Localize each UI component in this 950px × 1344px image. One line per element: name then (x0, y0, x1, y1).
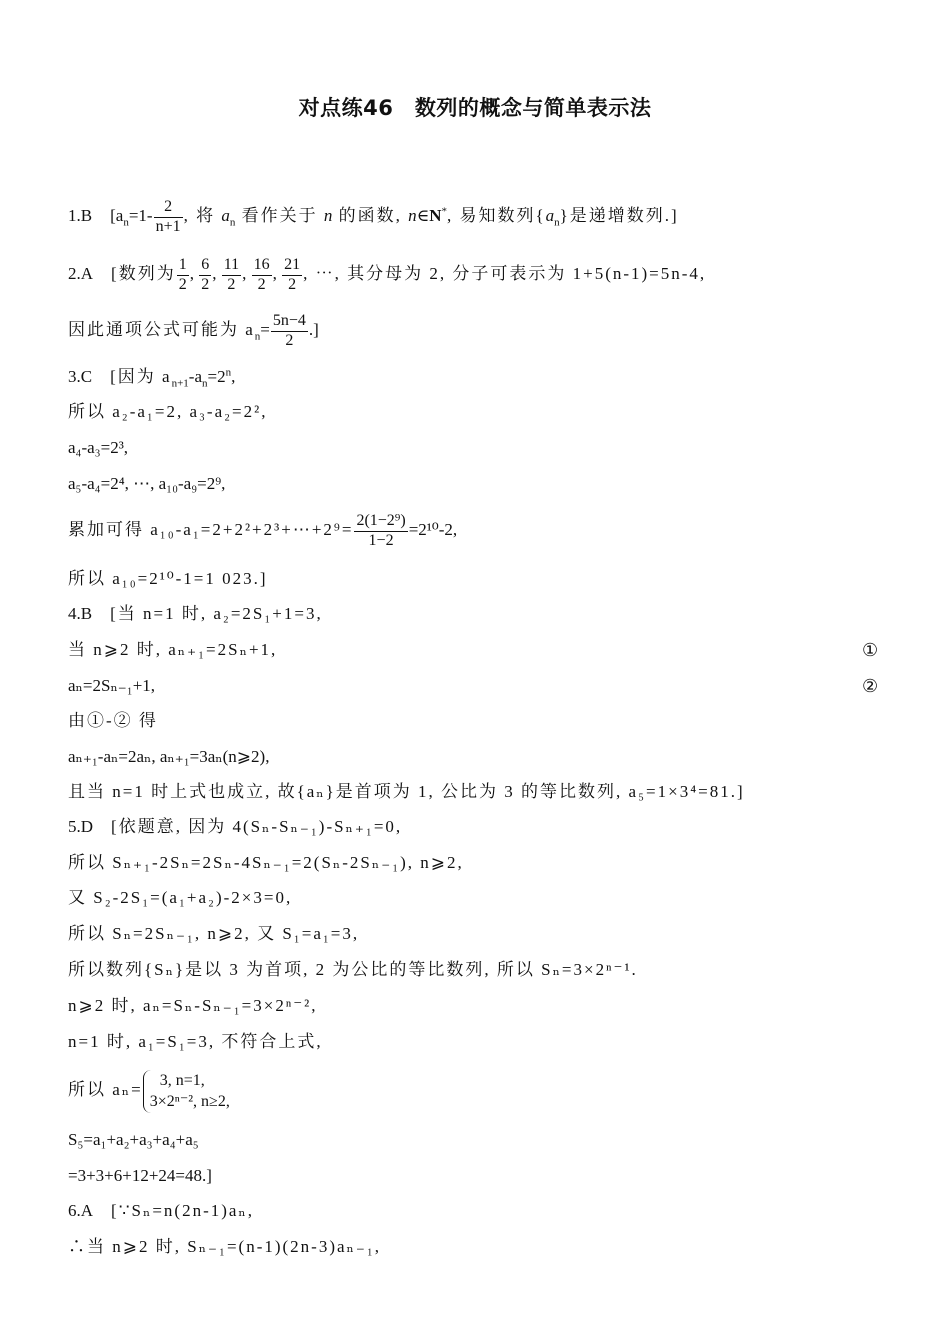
answer-4-line-3: aₙ=2Sₙ₋₁+1, (68, 676, 156, 695)
answer-label: 4.B (68, 604, 93, 623)
answer-label: 6.A (68, 1201, 94, 1220)
fraction: $\frac{6}{2}$ (201, 256, 210, 293)
answer-3-line-3: a₄-a₃=2³, (68, 438, 129, 457)
answer-4-line-2: 当 n⩾2 时, aₙ₊₁=2Sₙ+1, (68, 640, 278, 659)
answer-5-line-3: 又 S₂-2S₁=(a₁+a₂)-2×3=0, (68, 888, 293, 907)
answer-6-line-1: 6.A [∵Sₙ=n(2n-1)aₙ, (68, 1201, 255, 1220)
fraction: $\frac{11}{2}$ (223, 256, 240, 293)
answer-5-line-9: S₅=a₁+a₂+a₃+a₄+a₅ (68, 1130, 199, 1149)
piecewise-brace: 3, n=1, 3×2ⁿ⁻², n≥2, (143, 1070, 230, 1113)
answer-6-line-2: ∴当 n⩾2 时, Sₙ₋₁=(n-1)(2n-3)aₙ₋₁, (68, 1237, 382, 1256)
answer-2-line-2: 因此通项公式可能为 $a_n=$ $\frac{5n-4}{2}$ .] (68, 312, 319, 349)
answer-2-line-1: 2.A [数列为 $\frac{1}{2}$ , $\frac{6}{2}$ , $\frac{11}{2}$ , $\frac{16}{2}$ , $\frac{21}{2}$ , ⋯, 其分母为 2, 分子可表示为 1+5(n-1)=5n-4, (68, 256, 707, 293)
answer-5-line-7: n=1 时, a₁=S₁=3, 不符合上式, (68, 1032, 323, 1051)
answer-5-line-2: 所以 Sₙ₊₁-2Sₙ=2Sₙ-4Sₙ₋₁=2(Sₙ-2Sₙ₋₁), n⩾2, (68, 853, 464, 872)
answer-4-line-4: 由①-② 得 (68, 711, 158, 730)
answer-3-line-6: 所以 a₁₀=2¹⁰-1=1 023.] (68, 569, 268, 588)
fraction: $\frac{2}{n+1}$ (155, 198, 181, 235)
equation-mark-2: ② (862, 676, 879, 696)
answer-3-line-5: 累加可得 a₁₀-a₁=2+2²+2³+⋯+2⁹= $\frac{\text{2(1−2⁹)}}{1-2}$ =2¹⁰-2, (68, 512, 458, 549)
answer-4-line-6: 且当 n=1 时上式也成立, 故{aₙ}是首项为 1, 公比为 3 的等比数列, a₅=1×3⁴=81.] (68, 782, 745, 801)
answer-3-line-2: 所以 a₂-a₁=2, a₃-a₂=2², (68, 402, 268, 421)
answer-3-line-4: a₅-a₄=2⁴, ⋯, a₁₀-a₉=2⁹, (68, 474, 226, 493)
page-title: 对点练46 数列的概念与简单表示法 (298, 96, 652, 120)
fraction: $\frac{\text{2(1−2⁹)}}{1-2}$ (356, 512, 406, 549)
answer-5-line-6: n⩾2 时, aₙ=Sₙ-Sₙ₋₁=3×2ⁿ⁻², (68, 996, 318, 1015)
answer-5-line-8: 所以 aₙ= 3, n=1, 3×2ⁿ⁻², n≥2, (68, 1064, 230, 1116)
fraction: $\frac{16}{2}$ (253, 256, 270, 293)
fraction: $\frac{5n-4}{2}$ (272, 312, 306, 349)
equation-mark-1: ① (862, 640, 879, 660)
answer-3-line-1: 3.C [因为 $a_{n+1}-a_n=2^n$, (68, 366, 236, 390)
answer-5-line-4: 所以 Sₙ=2Sₙ₋₁, n⩾2, 又 S₁=a₁=3, (68, 924, 360, 943)
fraction: $\frac{21}{2}$ (284, 256, 301, 293)
answer-1-line-1: 1.B [$a_n=1-$ $\frac{2}{n+1}$ , 将 $a_n$ 看作关于 n 的函数, n∈N*, 易知数列$\{a_n\}$是递增数列.] (68, 198, 679, 235)
answer-label: 5.D (68, 817, 94, 836)
answer-5-line-5: 所以数列{Sₙ}是以 3 为首项, 2 为公比的等比数列, 所以 Sₙ=3×2ⁿ⁻¹. (68, 960, 638, 979)
answer-4-line-5: aₙ₊₁-aₙ=2aₙ, aₙ₊₁=3aₙ(n⩾2), (68, 747, 270, 766)
answer-5-line-1: 5.D [依题意, 因为 4(Sₙ-Sₙ₋₁)-Sₙ₊₁=0, (68, 817, 403, 836)
answer-label: 2.A (68, 264, 94, 283)
answer-5-line-10: =3+3+6+12+24=48.] (68, 1166, 212, 1185)
answer-4-line-1: 4.B [当 n=1 时, a₂=2S₁+1=3, (68, 604, 323, 623)
fraction: $\frac{1}{2}$ (178, 256, 187, 293)
answer-label: 1.B (68, 206, 93, 225)
answer-label: 3.C (68, 367, 93, 386)
